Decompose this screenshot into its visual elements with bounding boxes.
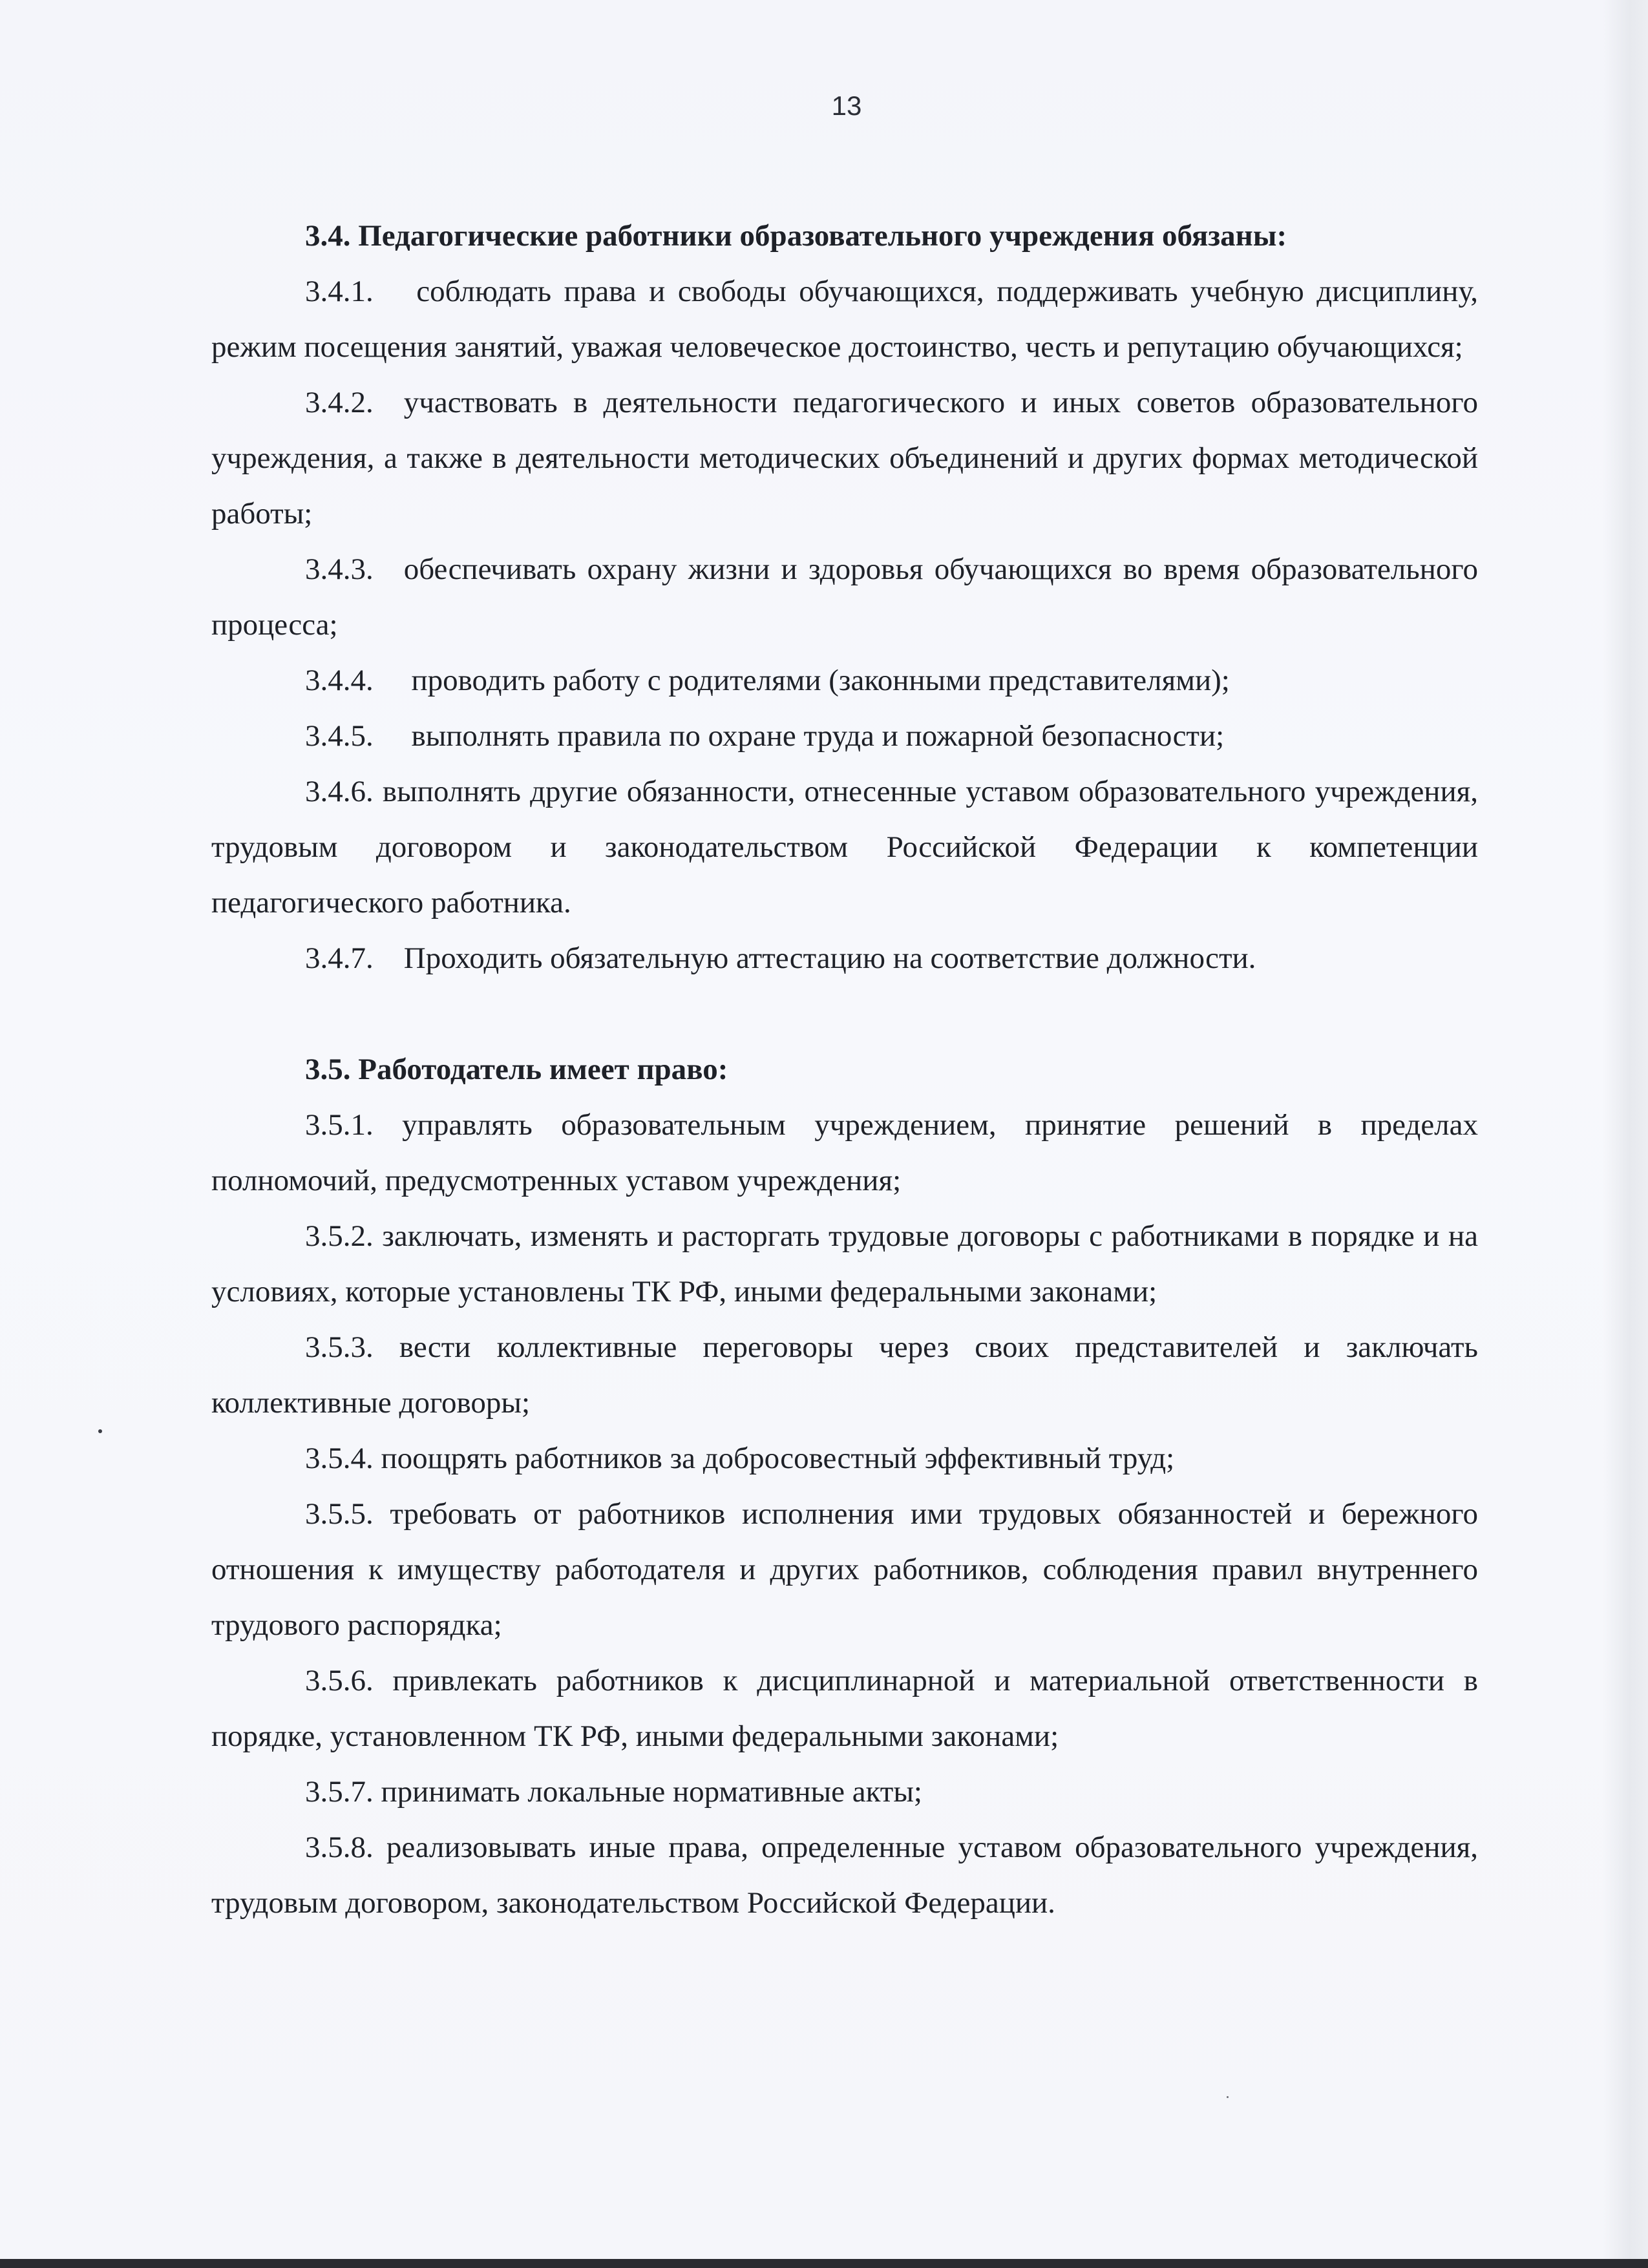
scan-speck	[1227, 2096, 1229, 2098]
paragraph-3-5-8: 3.5.8. реализовывать иные права, определенные уставом образовательного учреждения, трудовым договором, законодательством Российской Федерации.	[211, 1831, 1478, 1920]
paragraph-3-5-5: 3.5.5. требовать от работников исполнения ими трудовых обязанностей и бережного отношения к имуществу работодателя и других работников, соблюдения правил внутреннего трудового распорядка;	[211, 1497, 1478, 1642]
section-heading-3-5: 3.5. Работодатель имеет право:	[305, 1053, 728, 1086]
paragraph-3-5-4: 3.5.4. поощрять работников за добросовестный эффективный труд;	[305, 1442, 1175, 1475]
section-heading-3-4: 3.4. Педагогические работники образовательного учреждения обязаны:	[305, 219, 1287, 253]
paragraph-3-4-7: 3.4.7. Проходить обязательную аттестацию на соответствие должности.	[305, 941, 1256, 975]
paragraph-3-4-1: 3.4.1. соблюдать права и свободы обучающихся, поддерживать учебную дисциплину, режим посещения занятий, уважая человеческое достоинство, честь и репутацию обучающихся;	[211, 275, 1478, 364]
paragraph-3-4-2: 3.4.2. участвовать в деятельности педагогического и иных советов образовательного учреждения, а также в деятельности методических объединений и других формах методической работы;	[211, 386, 1478, 530]
scan-speck	[98, 1429, 102, 1433]
scan-bottom-edge	[0, 2259, 1648, 2268]
paragraph-3-5-7: 3.5.7. принимать локальные нормативные акты;	[305, 1775, 922, 1809]
paragraph-3-5-3: 3.5.3. вести коллективные переговоры через своих представителей и заключать коллективные договоры;	[211, 1330, 1478, 1420]
scan-edge-shadow	[1603, 0, 1648, 2268]
paragraph-3-4-3: 3.4.3. обеспечивать охрану жизни и здоровья обучающихся во время образовательного процесса;	[211, 552, 1478, 642]
section-spacer	[211, 986, 1478, 1042]
document-body	[211, 208, 1478, 1931]
page-number: 13	[831, 90, 862, 121]
paragraph-3-5-2: 3.5.2. заключать, изменять и расторгать трудовые договоры с работниками в порядке и на условиях, которые установлены ТК РФ, иными федеральными законами;	[211, 1219, 1478, 1308]
paragraph-3-4-6: 3.4.6. выполнять другие обязанности, отнесенные уставом образовательного учреждения, трудовым договором и законодательством Российской Федерации к компетенции педагогического работника.	[211, 775, 1478, 919]
paragraph-3-4-4: 3.4.4. проводить работу с родителями (законными представителями);	[305, 664, 1230, 697]
paragraph-3-5-6: 3.5.6. привлекать работников к дисциплинарной и материальной ответственности в порядке, установленном ТК РФ, иными федеральными законами;	[211, 1664, 1478, 1753]
paragraph-3-5-1: 3.5.1. управлять образовательным учреждением, принятие решений в пределах полномочий, предусмотренных уставом учреждения;	[211, 1108, 1478, 1197]
paragraph-3-4-5: 3.4.5. выполнять правила по охране труда и пожарной безопасности;	[305, 719, 1225, 753]
